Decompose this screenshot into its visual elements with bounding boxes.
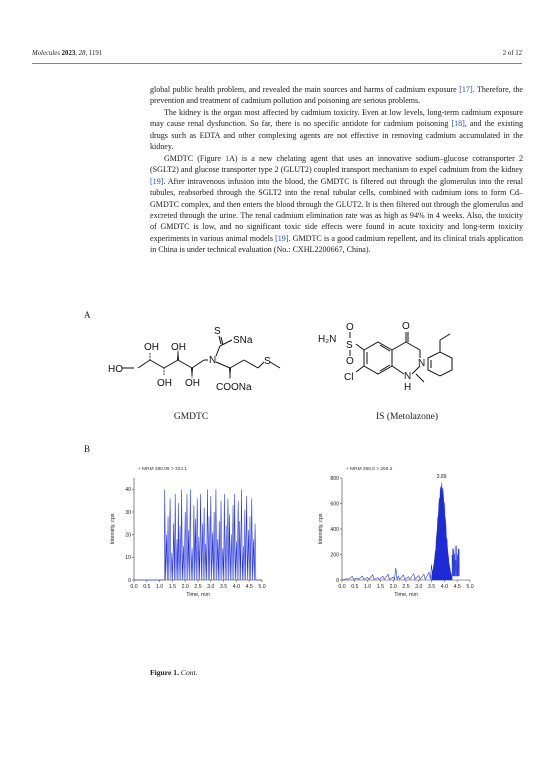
series-baseline — [342, 565, 433, 580]
citation-link[interactable]: [19] — [275, 233, 289, 243]
atom-nh: N — [404, 371, 412, 382]
header-rule — [32, 63, 522, 64]
peak-label: 3.89 — [436, 473, 447, 480]
atom-h: H — [404, 382, 412, 393]
x-tick-label: 2.0 — [389, 584, 397, 590]
x-tick-label: 4.0 — [232, 584, 241, 590]
x-tick-label: 4.0 — [440, 584, 449, 590]
atom-oh: OH — [157, 378, 172, 389]
atom-cl: Cl — [344, 372, 354, 383]
x-tick-label: 1.5 — [168, 584, 177, 590]
x-tick-label: 2.5 — [194, 584, 202, 590]
atom-o: O — [346, 356, 354, 367]
x-tick-label: 0.5 — [351, 584, 359, 590]
y-tick-label: 800 — [330, 475, 339, 482]
x-tick-label: 0.0 — [130, 584, 138, 590]
x-tick-label: 3.0 — [207, 584, 215, 590]
atom-n: N — [418, 358, 426, 369]
x-tick-label: 0.0 — [338, 584, 346, 590]
page-number: 2 of 12 — [502, 50, 522, 57]
atom-sna: SNa — [233, 335, 253, 346]
chart-title: + MRM 366.0 > 259.2 — [346, 467, 393, 472]
series-line — [134, 489, 262, 580]
running-header — [32, 50, 522, 62]
atom-s: S — [264, 356, 271, 367]
x-tick-label: 0.5 — [143, 584, 151, 590]
x-tick-label: 1.0 — [155, 584, 164, 590]
atom-ho: HO — [108, 364, 123, 375]
panel-label-a: A — [84, 310, 91, 320]
y-axis-label: Intensity, cps — [110, 513, 116, 545]
metolazone-caption: IS (Metolazone) — [376, 412, 438, 422]
paragraph-1: global public health problem, and revealed the main sources and harms of cadmium exposure [17]. Therefore, the prevention and treatment of cadmium pollution and poisoning are serious problems. — [150, 85, 524, 106]
x-tick-label: 3.5 — [219, 584, 228, 590]
figure-link[interactable]: 1 — [225, 153, 230, 163]
x-tick-label: 1.0 — [363, 584, 372, 590]
x-tick-label: 5.0 — [466, 584, 474, 590]
x-axis-label: Time, min — [394, 592, 418, 598]
x-tick-label: 5.0 — [258, 584, 266, 590]
body-text — [150, 84, 523, 256]
chromatogram-gmdtc — [104, 458, 274, 608]
atom-oh: OH — [171, 342, 186, 353]
x-tick-label: 4.5 — [245, 584, 253, 590]
chromatogram-is — [312, 458, 482, 608]
peak-area — [432, 483, 452, 580]
y-tick-label: 20 — [125, 532, 131, 539]
paragraph-3: GMDTC (Figure 1A) is a new chelating agent that uses an innovative sodium–glucose cotransporter 2 (SGLT2) and glucose transporter type 2 (GLUT2) coupled transport mechanism to expel cadmium from the kidney [19]. After intravenous infusion into the blood, the GMDTC is filtered out through the glomerulus into the renal tubules, reabsorbed through the SGLT2 into the renal tubular cells, combined with cadmium ions to form Cd–GMDTC complex, and then enters the blood through the GLUT2. It is then filtered out through the glomerulus and excreted through the urine. The renal cadmium elimination rate was as high as 94% in 4 weeks. Also, the toxicity of GMDTC is low, and no significant toxic side effects were found in acute toxicity and long-term toxicity experiments in various animal models [19]. GMDTC is a good cadmium repellent, and its clinical trials application in China is under technical evaluation (No.: CXHL2200667, China). — [150, 153, 523, 255]
x-tick-label: 3.5 — [427, 584, 436, 590]
citation-link[interactable]: [17] — [459, 85, 473, 94]
citation-link[interactable]: [18] — [451, 119, 465, 129]
peak-tail — [452, 546, 459, 576]
atom-n: N — [209, 355, 217, 366]
x-tick-label: 2.0 — [181, 584, 189, 590]
gmdtc-structure — [108, 318, 308, 393]
atom-h2n: H₂N — [318, 334, 337, 345]
y-tick-label: 10 — [125, 555, 131, 562]
atom-o: O — [346, 322, 354, 333]
journal-citation: Molecules 2023, 28, 1191 — [32, 50, 103, 57]
atom-oh: OH — [185, 378, 200, 389]
x-tick-label: 4.5 — [453, 584, 461, 590]
atom-s: S — [346, 340, 353, 351]
atom-o: O — [402, 321, 410, 332]
atom-coona: COONa — [216, 382, 252, 393]
chart-title: + MRM 390.06 > 324.1 — [138, 467, 188, 472]
citation-link[interactable]: [19] — [150, 176, 164, 186]
x-axis-label: Time, min — [186, 592, 210, 598]
y-tick-label: 40 — [125, 487, 131, 494]
y-tick-label: 400 — [330, 526, 339, 533]
gmdtc-caption: GMDTC — [173, 412, 209, 422]
y-tick-label: 600 — [330, 501, 339, 508]
metolazone-structure — [318, 316, 478, 401]
x-tick-label: 2.5 — [402, 584, 410, 590]
atom-oh: OH — [144, 342, 159, 353]
panel-label-b: B — [84, 444, 91, 454]
y-axis-label: Intensity, cps — [318, 513, 324, 545]
atom-s: S — [214, 326, 221, 337]
paragraph-2: The kidney is the organ most affected by cadmium toxicity. Even at low levels, long-term cadmium exposure may cause renal dysfunction. So far, there is no specific antidote for cadmium poisoning [18], and the existing drugs such as EDTA and other complexing agents are not effective in removing cadmium accumulated in the kidney. — [150, 107, 523, 152]
y-tick-label: 30 — [125, 509, 131, 516]
x-tick-label: 3.0 — [415, 584, 423, 590]
x-tick-label: 1.5 — [376, 584, 385, 590]
figure-caption: Figure 1. Cont. — [150, 668, 198, 677]
y-tick-label: 200 — [330, 552, 339, 559]
y-tick-label: 0 — [336, 577, 339, 584]
y-tick-label: 0 — [128, 577, 131, 584]
